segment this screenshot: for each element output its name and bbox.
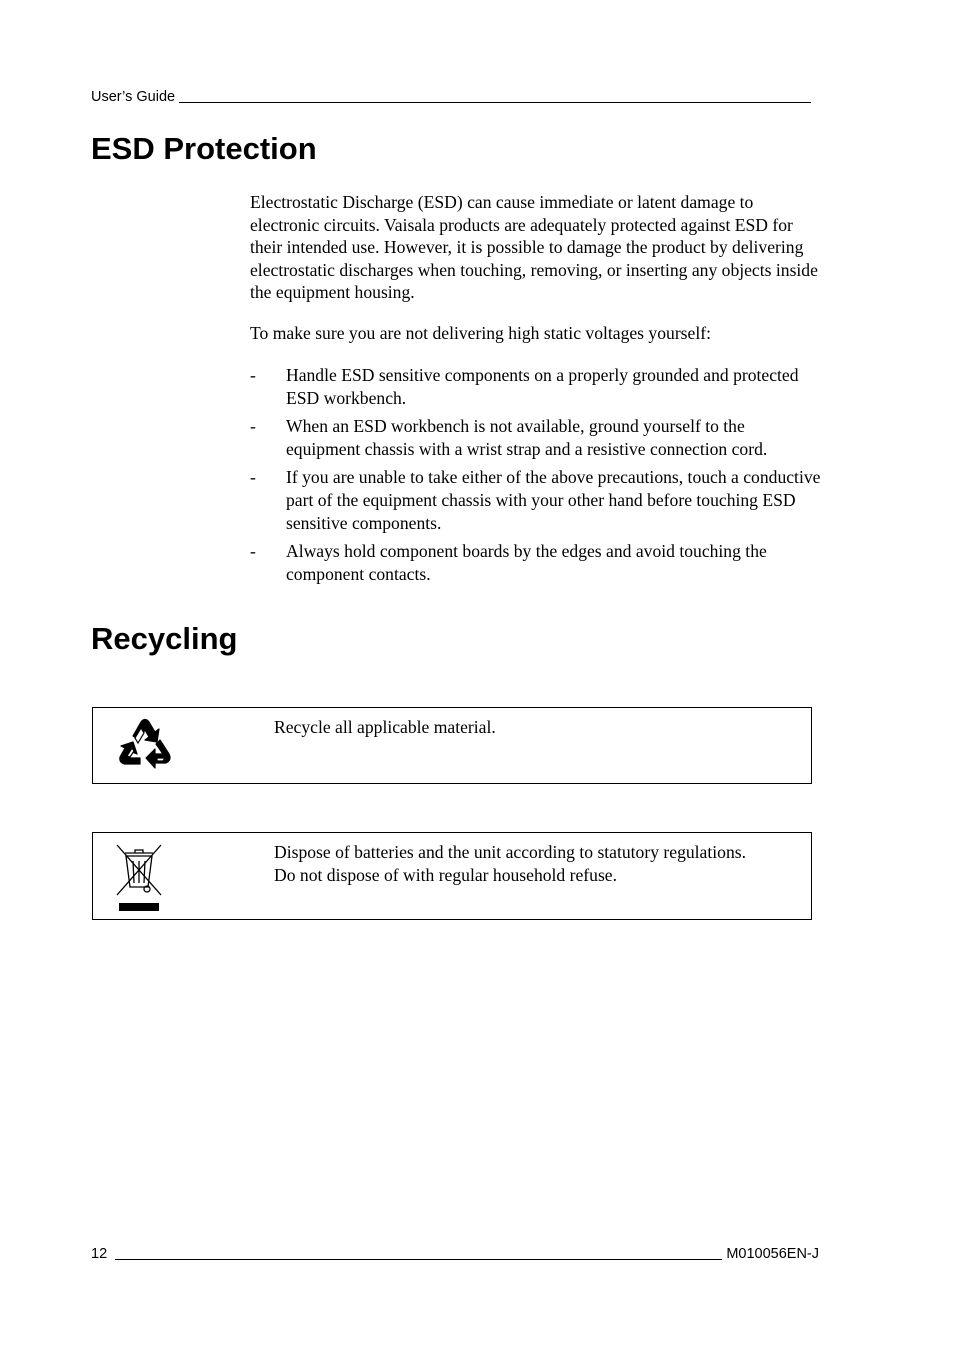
- esd-protection-heading: ESD Protection: [91, 131, 317, 166]
- esd-precaution-lead-text: To make sure you are not delivering high static voltages yourself:: [250, 323, 711, 343]
- list-item-text: When an ESD workbench is not available, ground yourself to the equipment chassis with a wrist strap and a resistive connection cord.: [286, 416, 768, 459]
- list-item: [250, 540, 822, 585]
- dispose-notice-text: [274, 841, 804, 886]
- document-code: M010056EN-J: [726, 1246, 819, 1262]
- bullet-dash: -: [250, 365, 256, 385]
- guide-title: User’s Guide: [91, 89, 176, 105]
- esd-intro-paragraph: [250, 191, 822, 304]
- list-item: [250, 466, 822, 534]
- header-rule: [179, 102, 811, 103]
- list-item: [250, 415, 822, 460]
- footer-rule: [115, 1259, 722, 1260]
- bullet-dash: -: [250, 541, 256, 562]
- esd-intro-text: Electrostatic Discharge (ESD) can cause immediate or latent damage to electronic circuits. Vaisala products are adequately protected against ESD for their intended use. However, it is possible to damage the product by delivering electrostatic discharges when touching, removing, or inserting any objects inside the equipment housing.: [250, 192, 818, 303]
- list-item-text: Handle ESD sensitive components on a properly grounded and protected ESD workbench.: [286, 365, 799, 408]
- list-item: [250, 364, 822, 409]
- recycle-notice-box: [92, 707, 812, 784]
- recycle-icon: [113, 716, 177, 781]
- crossed-out-bin-icon: [113, 841, 165, 918]
- recycling-heading: Recycling: [91, 621, 238, 656]
- esd-precaution-list: [250, 364, 822, 591]
- bullet-dash: -: [250, 467, 256, 488]
- dispose-notice-box: [92, 832, 812, 920]
- recycle-notice-text: Recycle all applicable material.: [274, 717, 496, 737]
- list-item-text: If you are unable to take either of the above precautions, touch a conductive part of the equipment chassis with your other hand before touching ESD sensitive components.: [286, 467, 821, 533]
- page-header: [91, 86, 811, 106]
- bullet-dash: -: [250, 416, 256, 437]
- dispose-notice-line-2: Do not dispose of with regular household refuse.: [274, 864, 618, 885]
- page-footer: [91, 1243, 819, 1263]
- page-number: 12: [91, 1246, 108, 1262]
- list-item-text: Always hold component boards by the edges and avoid touching the component contacts.: [286, 541, 767, 584]
- esd-precaution-lead: [250, 322, 822, 345]
- dispose-notice-line-1: Dispose of batteries and the unit according to statutory regulations.: [274, 842, 746, 862]
